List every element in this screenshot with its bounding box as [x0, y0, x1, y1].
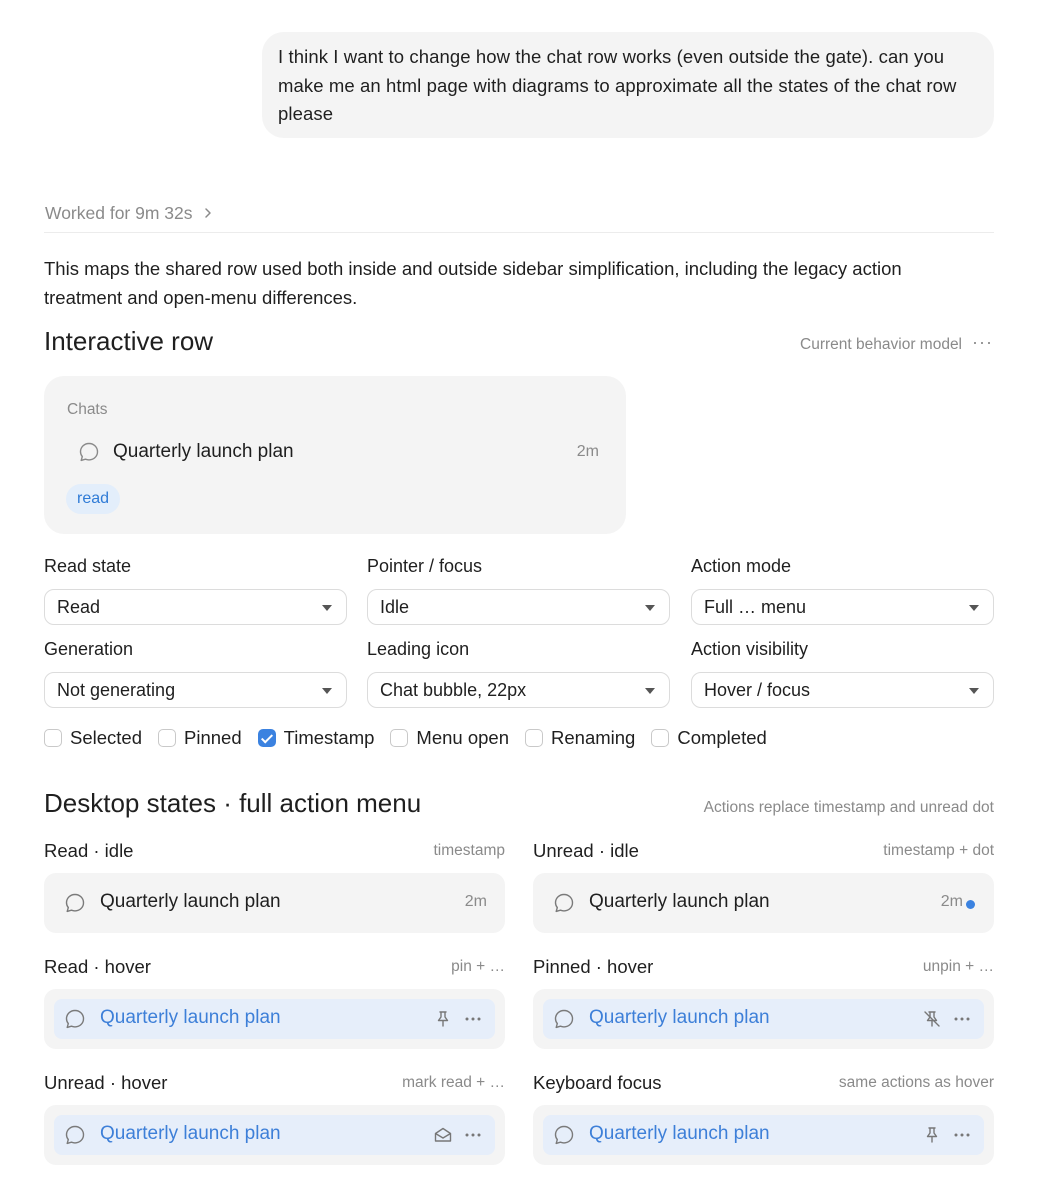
intro-text: This maps the shared row used both inside and outside sidebar simplification, including the legacy action treatment and open-menu differences.: [44, 258, 902, 308]
state-name: Unread · hover: [44, 1072, 168, 1093]
preview-row-timestamp: 2m: [576, 443, 599, 460]
checkbox-pinned[interactable]: [158, 727, 242, 749]
generation-value: Not generating: [57, 679, 176, 700]
chat-row[interactable]: [54, 999, 495, 1039]
caret-down-icon: [969, 688, 979, 694]
worked-toggle[interactable]: [45, 200, 215, 226]
interactive-preview: [44, 376, 626, 534]
state-card: [44, 873, 505, 933]
worked-label: Worked for 9m 32s: [45, 202, 193, 223]
action-visibility-value: Hover / focus: [704, 679, 811, 700]
pointer-focus-label: Pointer / focus: [367, 556, 483, 576]
pin-icon[interactable]: [433, 1009, 453, 1029]
pointer-focus-select[interactable]: [367, 589, 670, 625]
chat-bubble-icon: [64, 1124, 86, 1146]
state-checkboxes: [44, 726, 783, 750]
desktop-states-heading: Desktop states · full action menu: [44, 788, 422, 818]
checkbox-menu-open[interactable]: [390, 727, 509, 749]
checkbox-label: Completed: [677, 727, 767, 748]
user-message-bubble: I think I want to change how the chat row works (even outside the gate). can you make me an html page with diagrams to approximate all the states of the chat row please: [262, 32, 994, 138]
pointer-focus-value: Idle: [380, 596, 410, 617]
checkbox-selected[interactable]: [44, 727, 142, 749]
checkbox-label: Renaming: [551, 727, 636, 748]
state-card: [44, 1105, 505, 1165]
current-model-label: Current behavior model: [800, 336, 963, 353]
leading-icon-value: Chat bubble, 22px: [380, 679, 527, 700]
state-keyboard-focus: [533, 1072, 994, 1144]
pin-icon[interactable]: [922, 1125, 942, 1145]
generation-control: [44, 639, 347, 708]
leading-icon-control: [367, 639, 670, 708]
checkbox-box[interactable]: [158, 729, 176, 747]
unread-dot: [966, 900, 975, 909]
chat-bubble-icon: [64, 892, 86, 914]
chat-row-title: Quarterly launch plan: [100, 891, 281, 912]
action-mode-value: Full … menu: [704, 596, 807, 617]
checkbox-label: Selected: [70, 727, 142, 748]
checkbox-box[interactable]: [390, 729, 408, 747]
caret-down-icon: [969, 605, 979, 611]
state-hint: unpin + …: [922, 958, 994, 975]
checkbox-label: Timestamp: [283, 727, 375, 748]
state-unread-hover: [44, 1072, 505, 1144]
pointer-focus-control: [367, 556, 670, 625]
chat-row[interactable]: [543, 883, 984, 923]
read-state-label: Read state: [44, 556, 132, 576]
state-card: [533, 873, 994, 933]
checkbox-box[interactable]: [525, 729, 543, 747]
checkbox-label: Menu open: [416, 727, 509, 748]
chat-row[interactable]: [543, 1115, 984, 1155]
caret-down-icon: [645, 605, 655, 611]
mark-read-icon[interactable]: [433, 1125, 453, 1145]
unpin-icon[interactable]: [922, 1009, 942, 1029]
checkbox-box-checked[interactable]: [258, 729, 276, 747]
interactive-row-heading: Interactive row: [44, 326, 214, 356]
preview-chat-row[interactable]: [68, 434, 602, 470]
checkbox-timestamp[interactable]: [258, 727, 375, 749]
state-hint: timestamp + dot: [883, 842, 994, 859]
state-name: Pinned · hover: [533, 956, 654, 977]
chat-bubble-icon: [553, 1124, 575, 1146]
state-name: Read · idle: [44, 840, 134, 861]
checkbox-label: Pinned: [184, 727, 242, 748]
state-name: Keyboard focus: [533, 1072, 662, 1093]
action-mode-label: Action mode: [691, 556, 792, 576]
chat-row[interactable]: [54, 1115, 495, 1155]
leading-icon-select[interactable]: [367, 672, 670, 708]
more-icon[interactable]: [463, 1125, 483, 1145]
more-icon[interactable]: ···: [972, 332, 993, 352]
state-pinned-hover: [533, 956, 994, 1028]
chat-row[interactable]: [543, 999, 984, 1039]
read-state-control: [44, 556, 347, 625]
state-card: [44, 989, 505, 1049]
state-unread-idle: [533, 840, 994, 912]
chat-bubble-icon: [78, 441, 100, 463]
action-visibility-control: [691, 639, 994, 708]
chat-row-title: Quarterly launch plan: [589, 1007, 770, 1028]
desktop-states-note: Actions replace timestamp and unread dot: [703, 799, 994, 816]
checkbox-box[interactable]: [651, 729, 669, 747]
state-hint: same actions as hover: [838, 1074, 994, 1091]
state-name: Unread · idle: [533, 840, 639, 861]
state-hint: mark read + …: [402, 1074, 505, 1091]
preview-row-title: Quarterly launch plan: [113, 441, 294, 462]
chat-row-title: Quarterly launch plan: [589, 891, 770, 912]
chat-row-timestamp: 2m: [940, 893, 963, 910]
read-state-select[interactable]: [44, 589, 347, 625]
more-icon[interactable]: [463, 1009, 483, 1029]
chat-row-timestamp: 2m: [464, 893, 487, 910]
action-mode-select[interactable]: [691, 589, 994, 625]
chat-bubble-icon: [553, 892, 575, 914]
state-read-idle: [44, 840, 505, 912]
current-behavior-model: [800, 332, 993, 354]
chat-bubble-icon: [553, 1008, 575, 1030]
state-card: [533, 1105, 994, 1165]
caret-down-icon: [322, 688, 332, 694]
checkbox-box[interactable]: [44, 729, 62, 747]
state-card: [533, 989, 994, 1049]
state-hint: timestamp: [433, 842, 505, 859]
chat-row-title: Quarterly launch plan: [100, 1007, 281, 1028]
divider: [44, 232, 994, 233]
checkbox-completed[interactable]: [651, 727, 766, 749]
chat-row[interactable]: [54, 883, 495, 923]
generation-select[interactable]: [44, 672, 347, 708]
read-state-badge: read: [66, 484, 120, 514]
chat-bubble-icon: [64, 1008, 86, 1030]
state-name: Read · hover: [44, 956, 151, 977]
more-icon[interactable]: [952, 1009, 972, 1029]
chat-row-title: Quarterly launch plan: [100, 1123, 281, 1144]
action-visibility-select[interactable]: [691, 672, 994, 708]
more-icon[interactable]: [952, 1125, 972, 1145]
caret-down-icon: [645, 688, 655, 694]
read-state-value: Read: [57, 596, 101, 617]
action-mode-control: [691, 556, 994, 625]
chevron-right-icon: [201, 206, 215, 220]
chat-row-title: Quarterly launch plan: [589, 1123, 770, 1144]
action-visibility-label: Action visibility: [691, 639, 809, 659]
preview-section-label: Chats: [67, 401, 108, 418]
state-read-hover: [44, 956, 505, 1028]
checkbox-renaming[interactable]: [525, 727, 635, 749]
leading-icon-label: Leading icon: [367, 639, 470, 659]
caret-down-icon: [322, 605, 332, 611]
generation-label: Generation: [44, 639, 134, 659]
state-hint: pin + …: [451, 958, 505, 975]
